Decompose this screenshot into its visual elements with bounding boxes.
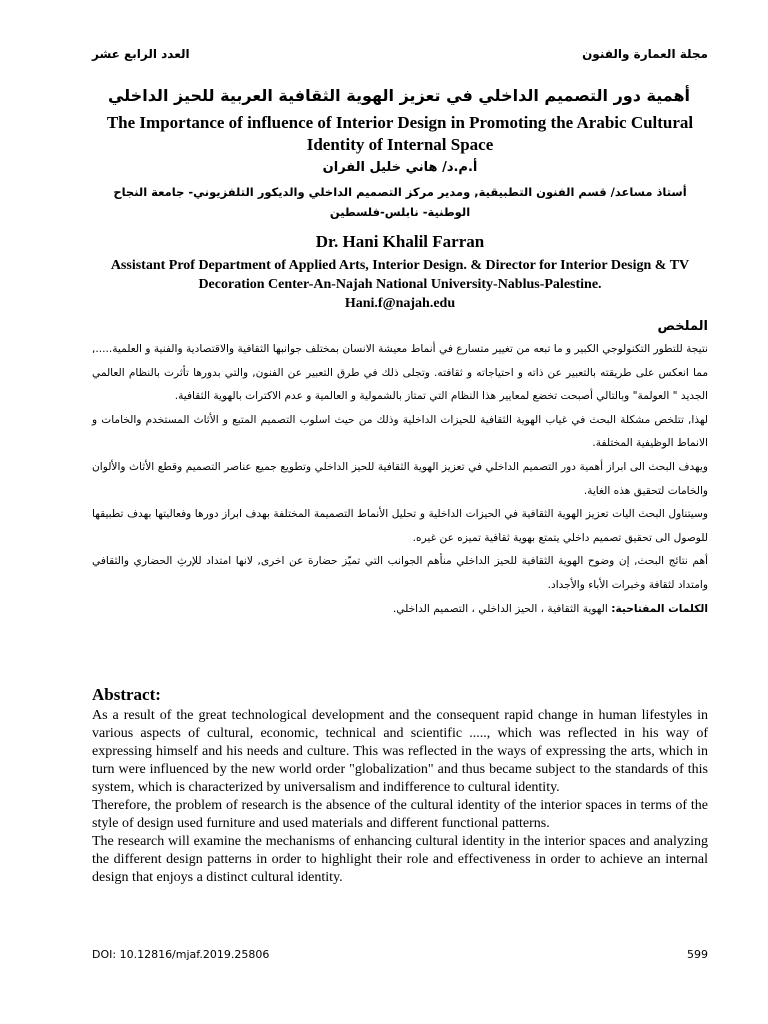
english-paragraph: As a result of the great technological development and the consequent rapid change in human lifestyles in various aspects of cultural, economic, technical and scientific ....., which was reflected in his way of expressing himself and his needs and culture. This was reflected in the ways of expressing the arts, which in turn were influenced by the new world order "globalization" and thus became subject to the standards of this system, which is characterized by universalism and indifference to cultural identity.: [92, 708, 708, 795]
english-author-name: Dr. Hani Khalil Farran: [315, 232, 485, 251]
doi-label: DOI: 10.12816/mjaf.2019.25806: [92, 948, 270, 961]
english-title: The Importance of influence of Interior Design in Promoting the Arabic Cultural Identity of Internal Space: [106, 113, 694, 154]
arabic-abstract-body: [92, 338, 708, 621]
arabic-paragraph: ويهدف البحث الى ابراز أهمية دور التصميم الداخلي في تعزيز الهوية الثقافية للحيز الداخلي وتطويع جميع عناصر التصميم وقطع الأثاث والألوان والخامات لتحقيق هذه الغاية.: [92, 460, 708, 497]
author-email: Hani.f@najah.edu: [344, 296, 456, 311]
arabic-paragraph: نتيجة للتطور التكنولوجي الكبير و ما تبعه من تغيير متسارع في أنماط معيشة الانسان بمختلف جوانبها الثقافية والاقتصادية والفنية و العلمية....., مما انعكس على طريقته بالتعبير عن ذاته و احتياجاته و ثقافته. وتجلى ذلك في طرق التعبير عن الفنون, والتي بدورها تأثرت بالنظام العالمي الجديد " العولمة" وبالتالي أصبحت تخضع لمعايير هذا النظام التي تمتاز بالشمولية و العالمية و عدم الاكترات بالهوية الثقافية.: [92, 343, 708, 403]
arabic-paragraph: وسيتناول البحث اليات تعزيز الهوية الثقافية في الحيزات الداخلية و تحليل الأنماط التصميمة المختلفة بهدف ابراز دورها وفعاليتها بهدف تطبيقها للوصول الى تحقيق تصميم داخلي يتمتع بهوية ثقافية تميزه عن غيره.: [92, 508, 708, 544]
page-number: 599: [687, 948, 708, 961]
arabic-paragraph: لهذا, تتلخص مشكلة البحث في غياب الهوية الثقافية للحيزات الداخلية وذلك من حيث اسلوب التصميم المتبع و الأثاث المستخدم والخامات و الانماط الوظيفية المختلفة.: [92, 413, 708, 450]
arabic-title: أهمية دور التصميم الداخلي في تعزيز الهوية الثقافية العربية للحيز الداخلي: [107, 86, 691, 105]
arabic-author-name: أ.م.د/ هاني خليل الفران: [322, 160, 478, 175]
affiliation-text: Assistant Prof Department of Applied Arts, Interior Design. & Director for Interior Design & TV Decoration Center-An-Najah National University-Nablus-Palestine.: [110, 258, 690, 292]
journal-name: مجلة العمارة والفنون: [582, 47, 708, 61]
english-paragraph: The research will examine the mechanisms of enhancing cultural identity in the interior spaces and analyzing the different design patterns in order to highlight their role and effectiveness in order to achieve an internal design that enjoys a distinct cultural identity.: [92, 834, 708, 885]
issue-label: العدد الرابع عشر: [92, 47, 190, 61]
english-abstract-body: [92, 707, 708, 887]
keywords-text: الهوية الثقافية ، الحيز الداخلي ، التصميم الداخلي.: [392, 602, 612, 615]
arabic-abstract-heading: الملخص: [657, 319, 708, 334]
keywords-label: الكلمات المفتاحية:: [611, 602, 708, 615]
arabic-paragraph: أهم نتائج البحث, إن وضوح الهوية الثقافية للحيز الداخلي منأهم الجوانب التي تميّز حضارة عن اخرى, لانها امتداد للإرثِ الحضاري والثقافي وامتداد لثقافة وخبرات الأباء والأجداد.: [92, 555, 708, 591]
arabic-author-affiliation: أستاذ مساعد/ قسم الفنون التطبيقية, ومدير مركز التصميم الداخلي والديكور التلفزيوني- جامعة النجاح الوطنية- نابلس-فلسطين: [113, 185, 687, 219]
english-paragraph: Therefore, the problem of research is the absence of the cultural identity of the interior spaces in terms of the style of design used furniture and used materials and different functional patterns.: [92, 798, 708, 831]
keywords-line: [92, 598, 708, 622]
english-author-affiliation: [92, 256, 708, 313]
english-abstract-heading: Abstract:: [92, 685, 161, 704]
running-header: [92, 44, 708, 64]
page-footer: [92, 948, 708, 964]
